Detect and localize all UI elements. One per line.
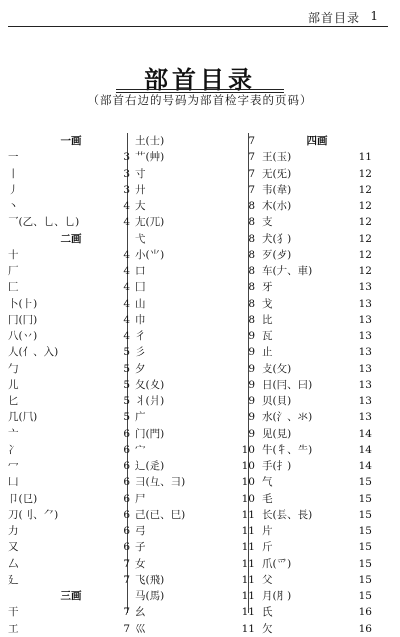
- radical-label: 见(見): [262, 427, 292, 440]
- radical-entry: [135, 344, 261, 360]
- radical-entry: [262, 328, 372, 344]
- radical-entry: [135, 166, 261, 182]
- radical-page-number: 14: [358, 443, 372, 456]
- radical-column-2: [135, 133, 261, 637]
- radical-entry: [135, 296, 261, 312]
- radical-entry: [135, 491, 261, 507]
- radical-page-number: 13: [358, 297, 372, 310]
- radical-entry: [262, 214, 372, 230]
- radical-label: 戈: [262, 297, 273, 310]
- radical-entry: [8, 377, 134, 393]
- radical-label: 乛(乙、乚、乚): [8, 216, 80, 229]
- radical-page-number: 8: [248, 281, 255, 294]
- radical-page-number: 13: [358, 362, 372, 375]
- radical-entry: [135, 572, 261, 588]
- radical-entry: [135, 539, 261, 555]
- stroke-count-heading: 三画: [60, 590, 82, 602]
- radical-entry: [262, 442, 372, 458]
- radical-entry: [8, 328, 134, 344]
- radical-label: 卩(㔾): [8, 492, 38, 505]
- radical-page-number: 16: [358, 606, 372, 619]
- radical-label: 丨: [8, 167, 19, 180]
- radical-entry: [8, 247, 134, 263]
- radical-label: 毛: [262, 492, 273, 505]
- radical-label: 广: [135, 411, 146, 424]
- radical-label: 马(馬): [135, 590, 165, 602]
- radical-page-number: 9: [248, 378, 255, 391]
- radical-page-number: 5: [123, 362, 130, 375]
- radical-label: 子: [135, 541, 146, 554]
- radical-label: 长(镸、長): [262, 508, 313, 521]
- radical-page-number: 10: [241, 460, 255, 472]
- page-subtitle: （部首右边的号码为部首检字表的页码）: [87, 93, 313, 107]
- radical-entry: [262, 458, 372, 474]
- radical-page-number: 13: [358, 281, 372, 294]
- stroke-count-heading: 一画: [60, 135, 82, 147]
- radical-entry: [135, 149, 261, 165]
- radical-label: 斤: [262, 541, 273, 554]
- radical-page-number: 7: [123, 557, 130, 570]
- radical-entry: [135, 247, 261, 263]
- radical-entry: [262, 604, 372, 620]
- radical-page-number: 13: [358, 313, 372, 326]
- radical-page-number: 7: [123, 622, 130, 635]
- radical-page-number: 5: [123, 346, 130, 359]
- radical-label: 彐(彑、⺕): [135, 476, 186, 489]
- radical-page-number: 6: [123, 443, 130, 456]
- radical-label: 氏: [262, 606, 273, 619]
- radical-label: 又: [8, 541, 19, 554]
- radical-label: 牛(牜、⺧): [262, 443, 313, 456]
- radical-page-number: 8: [248, 297, 255, 310]
- radical-entry: [8, 393, 134, 409]
- radical-page-number: 10: [241, 443, 255, 456]
- radical-label: 月(⺼): [262, 590, 292, 602]
- page-number: 1: [370, 9, 378, 23]
- radical-page-number: 4: [123, 248, 130, 261]
- radical-page-number: 13: [358, 378, 372, 391]
- radical-page-number: 7: [248, 135, 255, 147]
- radical-label: 气: [262, 476, 273, 489]
- radical-entry: [8, 296, 134, 312]
- radical-label: 小(⺌): [135, 248, 165, 261]
- radical-entry: [135, 523, 261, 539]
- radical-label: 王(玉): [262, 151, 292, 164]
- running-header: [0, 0, 400, 26]
- radical-page-number: 4: [123, 200, 130, 212]
- radical-label: 弋: [135, 232, 146, 245]
- radical-page-number: 10: [241, 476, 255, 489]
- radical-entry: [135, 507, 261, 523]
- radical-entry: [8, 507, 134, 523]
- radical-page-number: 11: [241, 541, 255, 554]
- radical-page-number: 14: [358, 460, 372, 472]
- radical-entry: [262, 198, 372, 214]
- radical-entry: [262, 312, 372, 328]
- radical-entry: [8, 361, 134, 377]
- radical-page-number: 7: [123, 606, 130, 619]
- radical-entry: [135, 133, 261, 149]
- page-title: 部首目录: [144, 65, 256, 94]
- radical-label: 飞(飛): [135, 573, 165, 586]
- radical-page-number: 9: [248, 330, 255, 342]
- radical-label: 寸: [135, 167, 146, 180]
- radical-label: 宀: [135, 443, 146, 456]
- radical-entry: [262, 166, 372, 182]
- radical-entry: [135, 328, 261, 344]
- radical-entry: [262, 539, 372, 555]
- radical-column-3: [262, 133, 372, 637]
- radical-page-number: 13: [358, 395, 372, 407]
- radical-label: 冂(冂): [8, 313, 38, 326]
- radical-entry: [135, 377, 261, 393]
- radical-entry: [135, 604, 261, 620]
- radical-page-number: 15: [358, 541, 372, 554]
- radical-label: 门(門): [135, 427, 165, 440]
- radical-label: 囗: [135, 281, 146, 294]
- radical-entry: [135, 442, 261, 458]
- radical-entry: [135, 458, 261, 474]
- radical-page-number: 15: [358, 557, 372, 570]
- radical-label: 丿: [8, 183, 19, 196]
- radical-label: 韦(韋): [262, 183, 292, 196]
- radical-page-number: 4: [123, 216, 130, 229]
- radical-label: 厂: [8, 265, 19, 277]
- radical-label: 丬(爿): [135, 395, 165, 407]
- radical-entry: [262, 361, 372, 377]
- radical-label: 大: [135, 200, 146, 212]
- radical-page-number: 7: [248, 183, 255, 196]
- stroke-count-heading: 四画: [306, 135, 328, 147]
- radical-entry: [8, 198, 134, 214]
- radical-label: 冫: [8, 443, 19, 456]
- radical-entry: [8, 214, 134, 230]
- radical-page-number: 9: [248, 362, 255, 375]
- radical-label: 干: [8, 606, 19, 619]
- radical-label: 女: [135, 557, 146, 570]
- radical-label: 亠: [8, 427, 19, 440]
- radical-label: 土(士): [135, 135, 165, 147]
- radical-entry: [8, 556, 134, 572]
- radical-page-number: 12: [358, 200, 372, 212]
- radical-entry: [262, 263, 372, 279]
- radical-label: 支: [262, 216, 273, 229]
- radical-label: 手(扌): [262, 460, 292, 472]
- radical-label: 口: [135, 265, 146, 277]
- radical-page-number: 11: [241, 557, 255, 570]
- radical-page-number: 5: [123, 378, 130, 391]
- radical-label: 刀(刂、⺈): [8, 508, 59, 521]
- radical-label: 匚: [8, 281, 19, 294]
- radical-entry: [135, 279, 261, 295]
- radical-page-number: 11: [241, 606, 255, 619]
- radical-entry: [262, 507, 372, 523]
- radical-entry: [262, 247, 372, 263]
- radical-page-number: 7: [123, 573, 130, 586]
- radical-label: 片: [262, 525, 273, 537]
- radical-label: 凵: [8, 476, 19, 489]
- radical-label: 尸: [135, 492, 146, 505]
- radical-label: 廾: [135, 183, 146, 196]
- radical-entry: [8, 458, 134, 474]
- radical-label: 冖: [8, 460, 19, 472]
- radical-page-number: 12: [358, 216, 372, 229]
- radical-page-number: 6: [123, 492, 130, 505]
- radical-page-number: 11: [241, 573, 255, 586]
- radical-label: 几(⺇): [8, 411, 38, 424]
- radical-page-number: 3: [123, 151, 130, 164]
- radical-entry: [135, 198, 261, 214]
- radical-page-number: 5: [123, 395, 130, 407]
- radical-label: 巛: [135, 622, 146, 635]
- radical-entry: [8, 442, 134, 458]
- radical-entry: [8, 344, 134, 360]
- radical-entry: [262, 572, 372, 588]
- radical-label: 辶(辵): [135, 460, 165, 472]
- radical-label: 力: [8, 525, 19, 537]
- radical-page-number: 9: [248, 427, 255, 440]
- radical-entry: [262, 426, 372, 442]
- radical-label: 匕: [8, 395, 19, 407]
- radical-page-number: 6: [123, 508, 130, 521]
- radical-entry: [8, 409, 134, 425]
- radical-entry: [135, 361, 261, 377]
- radical-entry: [262, 588, 372, 604]
- radical-entry: [262, 149, 372, 165]
- radical-page-number: 12: [358, 265, 372, 277]
- radical-entry: [262, 523, 372, 539]
- running-title: 部首目录: [307, 11, 360, 25]
- radical-entry: [135, 409, 261, 425]
- radical-label: 艹(艸): [135, 151, 165, 164]
- radical-entry: [135, 426, 261, 442]
- radical-label: 犬(犭): [262, 232, 292, 245]
- radical-page-number: 15: [358, 525, 372, 537]
- radical-page-number: 15: [358, 508, 372, 521]
- radical-entry: [135, 182, 261, 198]
- radical-page-number: 10: [241, 492, 255, 505]
- radical-label: 人(亻、入): [8, 346, 59, 359]
- radical-page-number: 11: [241, 508, 255, 521]
- radical-page-number: 14: [358, 427, 372, 440]
- radical-page-number: 8: [248, 248, 255, 261]
- radical-entry: [8, 572, 134, 588]
- radical-entry: [262, 182, 372, 198]
- radical-label: 水(氵、氺): [262, 411, 313, 424]
- radical-label: 彡: [135, 346, 146, 359]
- header-rule: [8, 26, 388, 27]
- radical-entry: [8, 312, 134, 328]
- radical-page-number: 4: [123, 281, 130, 294]
- radical-page-number: 4: [123, 265, 130, 277]
- radical-page-number: 7: [248, 167, 255, 180]
- radical-label: 巾: [135, 313, 146, 326]
- radical-page-number: 4: [123, 297, 130, 310]
- radical-entry: [262, 279, 372, 295]
- radical-entry: [8, 491, 134, 507]
- radical-page-number: 3: [123, 167, 130, 180]
- radical-label: 攴(攵): [262, 362, 292, 375]
- radical-entry: [262, 491, 372, 507]
- radical-entry: [135, 474, 261, 490]
- radical-page-number: 8: [248, 216, 255, 229]
- radical-entry: [262, 344, 372, 360]
- radical-label: 比: [262, 313, 273, 326]
- radical-entry: [135, 214, 261, 230]
- radical-entry: [262, 556, 372, 572]
- radical-page-number: 8: [248, 200, 255, 212]
- radical-label: 牙: [262, 281, 273, 294]
- radical-label: 廴: [8, 573, 19, 586]
- radical-entry: [135, 393, 261, 409]
- radical-entry: [262, 393, 372, 409]
- radical-label: 八(丷): [8, 330, 38, 342]
- radical-page-number: 16: [358, 622, 372, 635]
- radical-entry: [8, 426, 134, 442]
- radical-label: 无(旡): [262, 167, 292, 180]
- radical-label: 勹: [8, 362, 19, 375]
- radical-page-number: 15: [358, 573, 372, 586]
- radical-page-number: 7: [248, 151, 255, 164]
- radical-label: 厶: [8, 557, 19, 570]
- radical-label: 工: [8, 622, 19, 635]
- radical-entry: [8, 279, 134, 295]
- radical-page-number: 3: [123, 183, 130, 196]
- radical-label: 夂(夊): [135, 378, 165, 391]
- radical-label: 弓: [135, 525, 146, 537]
- radical-label: 父: [262, 573, 273, 586]
- radical-label: 爪(爫): [262, 557, 292, 570]
- radical-entry: [262, 296, 372, 312]
- radical-page-number: 12: [358, 248, 372, 261]
- radical-label: 止: [262, 346, 273, 359]
- radical-entry: [262, 231, 372, 247]
- radical-page-number: 6: [123, 476, 130, 489]
- radical-label: 幺: [135, 606, 146, 619]
- radical-page-number: 9: [248, 411, 255, 424]
- radical-entry: [262, 409, 372, 425]
- radical-entry: [8, 604, 134, 620]
- radical-page-number: 11: [358, 151, 372, 164]
- radical-page-number: 15: [358, 590, 372, 602]
- radical-label: 己(已、巳): [135, 508, 186, 521]
- radical-entry: [8, 474, 134, 490]
- radical-entry: [135, 556, 261, 572]
- radical-page-number: 13: [358, 346, 372, 359]
- radical-page-number: 6: [123, 525, 130, 537]
- radical-entry: [8, 539, 134, 555]
- radical-label: 卜(⺊): [8, 297, 38, 310]
- radical-entry: [135, 588, 261, 604]
- radical-entry: [135, 312, 261, 328]
- radical-page-number: 13: [358, 330, 372, 342]
- radical-page-number: 9: [248, 346, 255, 359]
- radical-column-1: [8, 133, 134, 637]
- radical-entry: [135, 231, 261, 247]
- radical-label: 歹(歺): [262, 248, 292, 261]
- radical-entry: [8, 523, 134, 539]
- radical-label: 夕: [135, 362, 146, 375]
- radical-label: 彳: [135, 330, 146, 342]
- radical-label: 山: [135, 297, 146, 310]
- radical-page-number: 4: [123, 330, 130, 342]
- radical-label: 日(冃、曰): [262, 378, 313, 391]
- radical-page-number: 5: [123, 411, 130, 424]
- radical-label: 车(𠂇、車): [262, 265, 313, 277]
- radical-page-number: 6: [123, 427, 130, 440]
- radical-label: 一: [8, 151, 19, 164]
- radical-page-number: 8: [248, 313, 255, 326]
- radical-page-number: 12: [358, 232, 372, 245]
- radical-entry: [8, 149, 134, 165]
- radical-entry: [8, 166, 134, 182]
- radical-label: 木(朩): [262, 200, 292, 212]
- radical-entry: [262, 474, 372, 490]
- radical-page-number: 6: [123, 541, 130, 554]
- radical-label: 尢(兀): [135, 216, 165, 229]
- stroke-count-heading: 二画: [60, 232, 82, 245]
- radical-page-number: 11: [241, 525, 255, 537]
- radical-page-number: 12: [358, 167, 372, 180]
- radical-label: 儿: [8, 378, 19, 391]
- radical-label: 欠: [262, 622, 273, 635]
- radical-label: 丶: [8, 200, 19, 212]
- radical-entry: [135, 263, 261, 279]
- radical-entry: [262, 377, 372, 393]
- radical-entry: [8, 182, 134, 198]
- radical-page-number: 8: [248, 232, 255, 245]
- radical-entry: [8, 263, 134, 279]
- radical-label: 贝(貝): [262, 395, 292, 407]
- radical-page-number: 15: [358, 476, 372, 489]
- radical-page-number: 4: [123, 313, 130, 326]
- radical-page-number: 13: [358, 411, 372, 424]
- radical-label: 十: [8, 248, 19, 261]
- radical-page-number: 9: [248, 395, 255, 407]
- radical-page-number: 6: [123, 460, 130, 472]
- radical-page-number: 11: [241, 590, 255, 602]
- radical-label: 瓦: [262, 330, 273, 342]
- radical-page-number: 11: [241, 622, 255, 635]
- radical-page-number: 12: [358, 183, 372, 196]
- radical-page-number: 15: [358, 492, 372, 505]
- radical-page-number: 8: [248, 265, 255, 277]
